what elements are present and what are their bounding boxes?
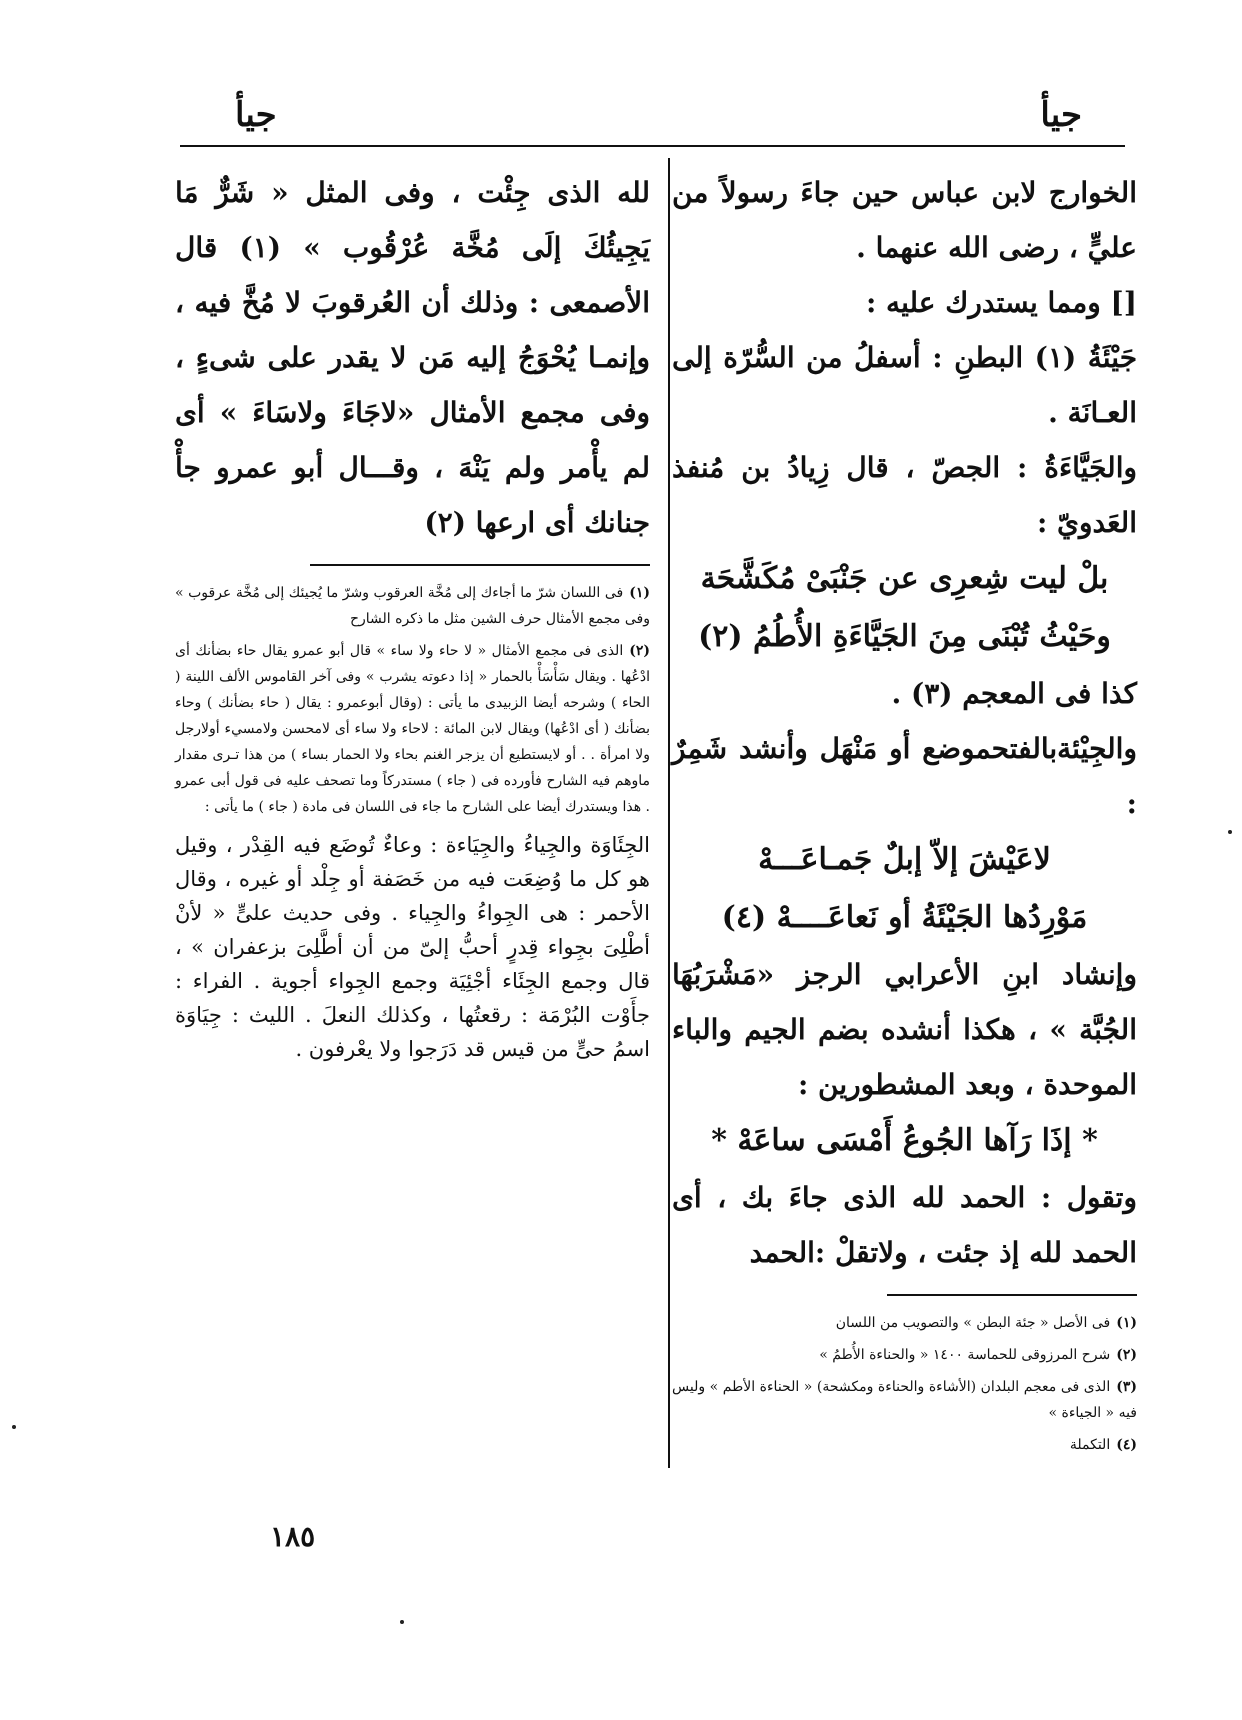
verse-1-line-2: وحَيْثُ تُبْنَى مِنَ الجَيَّاءَةِ الأُطُمُ (٢) [698, 619, 1111, 654]
right-after-verse-1: كذا فى المعجم (٣) . [891, 677, 1137, 710]
right-paragraph-1: الخوارج لابن عباس حين جاءَ رسولاً من عليٍّ ، رضى الله عنهما . [672, 176, 1137, 264]
header-rule [180, 145, 1125, 147]
left-footnote-rule [310, 564, 650, 566]
footnote-number: (١) [1116, 1315, 1137, 1331]
headword-right: جيأ [1040, 95, 1082, 135]
scan-speck [12, 1425, 16, 1429]
right-footnote-1 [672, 1310, 1137, 1336]
verse-1-line-1: بلْ ليت شِعرِى عن جَنْبَىْ مُكَشَّحَة [700, 561, 1109, 596]
footnote-text: التكملة [1069, 1437, 1111, 1453]
left-column [175, 165, 650, 1066]
right-paragraph-6: وإنشاد ابنِ الأعرابي الرجز «مَشْرَبُهَا الجُبَّة » ، هكذا أنشده بضم الجيم والباء الموحدة ، وبعد المشطورين : [672, 958, 1137, 1101]
scan-speck [400, 1620, 404, 1624]
page-number: ١٨٥ [270, 1520, 316, 1553]
footnote-number: (٣) [1116, 1379, 1137, 1395]
footnote-text: فى الأصل « جئة البطن » والتصويب من اللسان [835, 1315, 1111, 1331]
verse-3: * إذَا رَآها الجُوعُ أَمْسَى ساعَهْ * [711, 1123, 1098, 1158]
right-paragraph-5: والجِيْئةبالفتحموضع أو مَنْهَل وأنشد شَمِرٌ : [672, 732, 1137, 820]
right-footnote-2 [672, 1342, 1137, 1368]
footnote-number: (٢) [629, 643, 650, 659]
verse-2-line-2: مَوْرِدُها الجَيْئَةُ أو نَعاعَــــهْ (٤) [721, 900, 1088, 935]
footnote-text: الذى فى معجم البلدان (الأشاءة والحناءة ومكشحة) « الحناءة الأطم » وليس فيه « الجياءة » [672, 1379, 1137, 1421]
right-column [672, 165, 1137, 1464]
scan-speck [1228, 830, 1232, 834]
footnote-number: (٤) [1116, 1437, 1137, 1453]
verse-2-line-1: لاعَيْشَ إلاّ إبلٌ جَمـاعَـــهْ [758, 842, 1051, 877]
left-paragraph: لله الذى جِئْت ، وفى المثل « شَرٌّ مَا يَجِيئُكَ إلَى مُخَّة عُرْقُوب » (١) قال الأصمعى : وذلك أن العُرقوبَ لا مُخَّ فيه ، وإنمـا يُحْوَجُ إليه مَن لا يقدر على شىءٍ ، وفى مجمع الأمثال «لاجَاءَ ولاسَاءَ » أى لم يأْمر ولم يَنْهَ ، وقـــال أبو عمرو جأْ جنانك أى ارعها (٢) [175, 176, 650, 539]
footnote-text: شرح المرزوقى للحماسة ١٤٠٠ « والحناءة الأُطمُ » [819, 1347, 1111, 1363]
left-footnote-1 [175, 580, 650, 632]
right-paragraph-4: والجَيَّاءَةُ : الجصّ ، قال زِيادُ بن مُنفذ العَدويّ : [672, 451, 1137, 539]
headword-left: جيأ [235, 95, 277, 135]
footnote-number: (٢) [1116, 1347, 1137, 1363]
right-paragraph-7: وتقول : الحمد لله الذى جاءَ بك ، أى الحمد لله إذ جئت ، ولاتقلْ :الحمد [672, 1181, 1137, 1269]
right-footnote-rule [887, 1294, 1137, 1296]
left-footnote-2 [175, 638, 650, 820]
footnote-text: الذى فى مجمع الأمثال « لا حاء ولا ساء » قال أبو عمرو يقال حاء بضأنك أى ادْعُها . ويقال سَأْسَأْ بالحمار « إذا دعوته يشرب » وفى آخر القاموس الألف اللينة ( الحاء ) وشرحه أيضا الزبيدى ما يأتى : (وقال أبوعمرو : يقال ( حاء بضأنك ) وحاء بضأنك ( أى ادْعُها) ويقال لابن المائة : لاحاء ولا ساء أى لامحسن ولامسيء أولارجل ولا امرأة . . أو لايستطيع أن يزجر الغنم بحاء ولا الحمار بساء ) من هذا تـرى مقدار ماوهم فيه الشارح فأورده فى ( جاء ) مستدركاً وما تصحف عليه فى قول أبى عمرو . هذا ويستدرك أيضا على الشارح ما جاء فى اللسان فى مادة ( جاء ) ما يأتى : [175, 643, 650, 815]
right-footnote-4 [672, 1432, 1137, 1458]
footnote-text: فى اللسان شرّ ما أجاءك إلى مُخَّة العرقوب وشرّ ما يُجيئك إلى مُخَّة عرقوب » وفى مجمع الأمثال حرف الشين مثل ما ذكره الشارح [175, 585, 650, 627]
column-divider [668, 158, 670, 1468]
right-paragraph-3: جَيْئَةُ (١) البطنِ : أسفلُ من السُّرّة إلى العـانَة . [672, 341, 1138, 429]
left-appendix-text: الجِئَاوَة والجِياءُ والجِيَاءة : وعاءٌ تُوضَع فيه القِدْر ، وقيل هو كل ما وُضِعَت فيه من خَصَفة أو جِلْد أو غيره ، وقال الأحمر : هى الجِواءُ والجِياء . وفى حديث علىٍّ « لأنْ أطْلِىَ بجِواء قِدرٍ أحبُّ إلىّ من أن أطَّلِىَ بزعفران » ، قال وجمع الجِئَاء أجْئِيَة وجمع الجِواء أجوية . الفراء : جأَوْت البُرْمَة : رقعتُها ، وكذلك النعلَ . الليث : جِيَاوَة اسمُ حىٍّ من قيس قد دَرَجوا ولا يعْرفون . [175, 833, 650, 1061]
right-paragraph-2: [] ومما يستدرك عليه : [865, 286, 1137, 319]
right-footnote-3 [672, 1374, 1137, 1426]
footnote-number: (١) [629, 585, 650, 601]
